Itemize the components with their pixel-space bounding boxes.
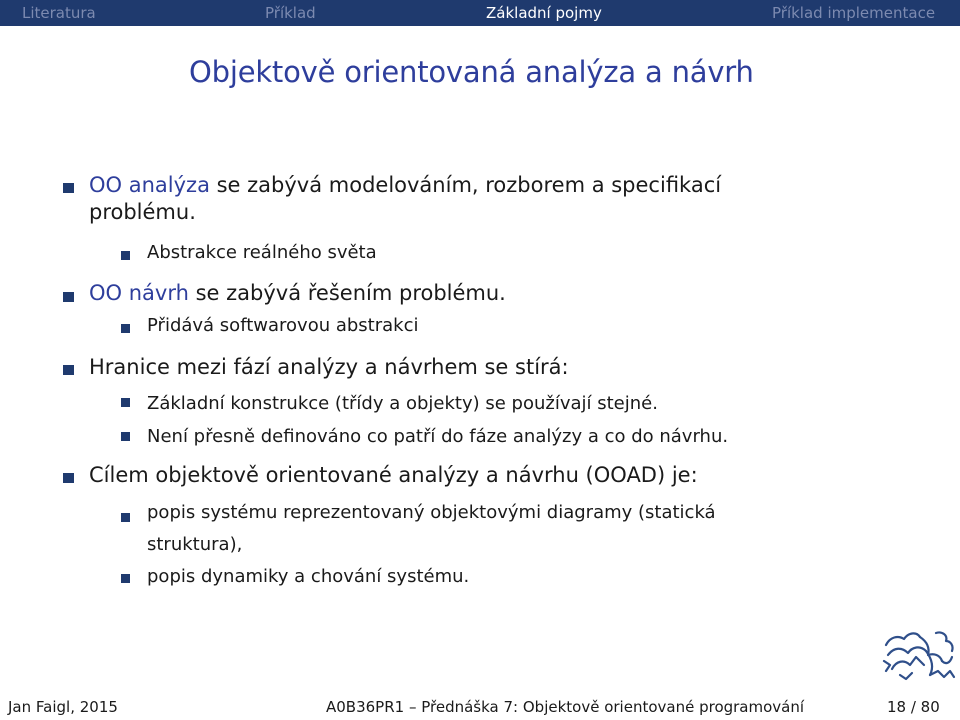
sub-bullet-popis-systemu: popis systému reprezentovaný objektovými diagramy (statická bbox=[147, 502, 716, 523]
bullet-marker bbox=[63, 473, 74, 483]
university-lion-logo bbox=[880, 625, 958, 685]
nav-item-zakladni-pojmy[interactable]: Základní pojmy bbox=[486, 4, 602, 22]
sub-bullet-marker bbox=[121, 251, 130, 260]
bullet-marker bbox=[63, 292, 74, 302]
footer-page-number: 18 / 80 bbox=[887, 698, 940, 716]
bullet-text: se zabývá řešením problému. bbox=[188, 281, 506, 305]
sub-bullet-marker bbox=[121, 398, 130, 407]
bullet-cilem: Cílem objektově orientované analýzy a návrhu (OOAD) je: bbox=[89, 463, 698, 487]
nav-item-literatura[interactable]: Literatura bbox=[22, 4, 96, 22]
bullet-text: se zabývá modelováním, rozborem a specifikací bbox=[209, 173, 722, 197]
term-oo-navrh: OO návrh bbox=[89, 281, 189, 305]
bullet-oo-analyza bbox=[89, 170, 721, 200]
sub-bullet-popis-dynamiky: popis dynamiky a chování systému. bbox=[147, 566, 470, 587]
nav-item-priklad-implementace[interactable]: Příklad implementace bbox=[772, 4, 936, 22]
nav-item-priklad[interactable]: Příklad bbox=[265, 4, 316, 22]
footer-course: A0B36PR1 – Přednáška 7: Objektově orientované programování bbox=[326, 698, 805, 716]
sub-bullet-pridava: Přidává softwarovou abstrakci bbox=[147, 315, 419, 336]
bullet-continuation: problému. bbox=[89, 200, 196, 224]
sub-bullet-abstrakce: Abstrakce reálného světa bbox=[147, 242, 377, 263]
bullet-marker bbox=[63, 365, 74, 375]
sub-bullet-zakladni-konstrukce: Základní konstrukce (třídy a objekty) se používají stejné. bbox=[147, 393, 658, 414]
sub-bullet-marker bbox=[121, 324, 130, 333]
sub-bullet-continuation: struktura), bbox=[147, 534, 243, 555]
term-oo-analyza: OO analýza bbox=[89, 173, 210, 197]
page-title: Objektově orientovaná analýza a návrh bbox=[189, 55, 754, 89]
bullet-hranice: Hranice mezi fází analýzy a návrhem se stírá: bbox=[89, 355, 569, 379]
sub-bullet-marker bbox=[121, 432, 130, 441]
sub-bullet-marker bbox=[121, 574, 130, 583]
bullet-oo-navrh bbox=[89, 278, 506, 308]
bullet-marker bbox=[63, 183, 74, 193]
sub-bullet-marker bbox=[121, 513, 130, 522]
sub-bullet-neni-presne: Není přesně definováno co patří do fáze analýzy a co do návrhu. bbox=[147, 426, 729, 447]
footer-author: Jan Faigl, 2015 bbox=[8, 698, 118, 716]
